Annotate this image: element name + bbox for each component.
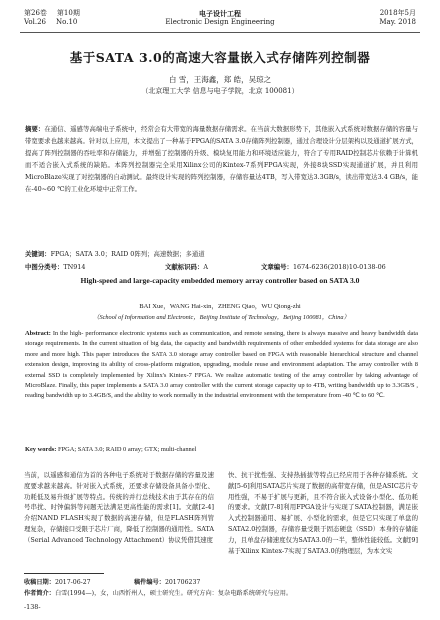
- keywords-cn: [25, 248, 418, 260]
- footnote-rule: [24, 573, 104, 574]
- received-date: 收稿日期：2017-06-27: [24, 579, 91, 586]
- classification-line: [25, 262, 418, 272]
- abstract-cn-text: 在通信、遥感等高端电子系统中，经常会有大带宽的海量数据存储需求。在当前大数据形势下，其他嵌入式系统对数据存储的容量与带宽要求也越来越高。针对以上应用，本文提出了一种基于FPGA的SATA 3.0存储阵列控制器，通过合理设计分层架构以及通道扩展方式，提高了阵列控制器的吞吐率和存储能力，并增强了控制器的升级、模块复用能力和环境适应能力，符合了专用RAID控制芯片依赖于计算机而不适合嵌入式系统的缺陷。本阵列控制器完全采用Xilinx公司的Kintex-7系列FPGA实现，外接8块SSD实现通道扩展，并且利用MicroBlaze实现了对控制器的自动测试。最终设计实现的阵列控制器，存储容量达4TB，写入带宽达3.3GB/s，读出带宽达3.4 GB/s，能在-40~60 ℃的工业化环境中正常工作。: [25, 125, 419, 193]
- keywords-cn-label: 关键词：: [25, 250, 51, 258]
- keywords-cn-text: FPGA；SATA 3.0；RAID 0阵列；高速数据；多通道: [50, 250, 205, 258]
- body-column-right: 快、抗干扰性强、支持热插拔等特点已经应用于各种存储系统。文献[5-6]利用SATA芯片实现了数据的高带宽存储，但是ASIC芯片专用性强，不易于扩展与更新，且不符合嵌入式设备小型化、低功耗的要求。文献[7-8]利用FPGA设计与实现了SATA控制器，满足嵌入式控制器通用、易扩展、小型化的需求，但是它只实现了单盘的SATA2.0控制器，存储容量受限于固态硬盘（SSD）本身的存储能力，且单盘存储速度仅为SATA3.0的一半，整体性能较低。文献[9]基于Xilinx Kintex-7实现了SATA3.0的物理层，为本文实: [228, 471, 418, 555]
- abstract-en: [25, 329, 418, 402]
- header-rule: [20, 32, 420, 33]
- title-en: High-speed and large-capacity embedded memory array controller based on SATA 3.0: [80, 276, 360, 285]
- affiliation-cn: （北京理工大学 信息与电子学院，北京 100081）: [141, 87, 299, 95]
- volume-en: Vol.26: [24, 18, 46, 26]
- journal-en: Electronic Design Engineering: [165, 18, 275, 26]
- issue-en: No.10: [56, 18, 78, 26]
- authors-cn: 白 雪，王海鑫，郑 皓，吴琼之: [168, 75, 272, 84]
- article-number: 文章编号：1674-6236(2018)10-0138-06: [261, 263, 386, 271]
- affiliation-en: （School of Information and Electronic，Beijing Institute of Technology，Beijing 100081，China）: [93, 314, 350, 321]
- abstract-en-text: In the high- performance electronic systems such as communication, and remote sensing, there is always massive and heavy bandwidth data storage requirements. In the current situation of big data, the capacity and bandwidth requirements of other embedded systems for data storage are also more and more high. This paper introduces the SATA 3.0 storage array controller based on FPGA with reasonable hierarchical structure and channel extension design, improving its ability of cross-platform migration, upgrading, module reuse and environment adaptation. The array controller with 8 external SSD is completely implemented by Xilinx's Kintex-7 FPGA. We realize automatic testing of the array controller by taking advantage of MicroBlaze. Finally, this paper implements a SATA 3.0 array controller with the current storage capacity up to 4TB, writing bandwidth up to 3.3GB/S , reading bandwidth up to 3.4GB/S, and the ability to work normally in the industrial environment with the temperature from -40 ℃ to 60 ℃.: [25, 330, 418, 400]
- keywords-en: [25, 446, 418, 453]
- keywords-en-label: Key words:: [25, 446, 57, 453]
- bio-text: 白雪(1994—)，女，山西忻州人，硕士研究生。研究方向：复杂电路系统研究与应用。: [54, 590, 293, 597]
- abstract-cn-label: 摘要：: [25, 125, 45, 133]
- date-cn: 2018年5月: [379, 9, 416, 17]
- issue-date: [326, 9, 416, 27]
- bio-label: 作者简介：: [24, 590, 55, 597]
- journal-cn: 电子设计工程: [199, 9, 241, 18]
- page-number: -138-: [24, 603, 41, 611]
- journal-name: [154, 9, 286, 27]
- date-en: May. 2018: [379, 18, 416, 26]
- keywords-en-text: FPGA; SATA 3.0; RAID 0 array; GTX; multi-channel: [58, 446, 197, 453]
- volume-cn: 第26卷: [24, 9, 47, 17]
- title-cn: 基于SATA 3.0的高速大容量嵌入式存储阵列控制器: [69, 50, 371, 65]
- manuscript-number: 稿件编号：201706237: [134, 579, 201, 586]
- issue-cn: 第10期: [56, 9, 80, 17]
- volume-info: [24, 9, 114, 27]
- footnote-bio: [24, 588, 418, 597]
- doc-code: 文献标识码：A: [165, 263, 208, 271]
- body-column-left: 当前，以遥感和通信为首的各种电子系统对于数据存储的容量及速度要求越来越高。针对嵌入式系统，还要求存储设备具备小型化、功耗低及易升级扩展等特点。传统的并行总线技术由于其存在的信号串扰、时钟偏斜等问题无法满足更高性能的需求[1]。文献[2-4]介绍NAND FLASH实现了数据的高速存储，但是FLASH阵列管理复杂，存储接口受限于芯片厂商，降低了控制器的通用性。SATA（Serial Advanced Technology Attachment）协议凭借其速度: [24, 471, 214, 544]
- abstract-cn: [25, 123, 418, 195]
- clc-number: 中图分类号：TN914: [25, 263, 86, 271]
- abstract-en-label: Abstract:: [25, 330, 51, 337]
- authors-en: BAI Xue，WANG Hai-xin，ZHENG Qiao，WU Qiong-zhi: [139, 303, 301, 310]
